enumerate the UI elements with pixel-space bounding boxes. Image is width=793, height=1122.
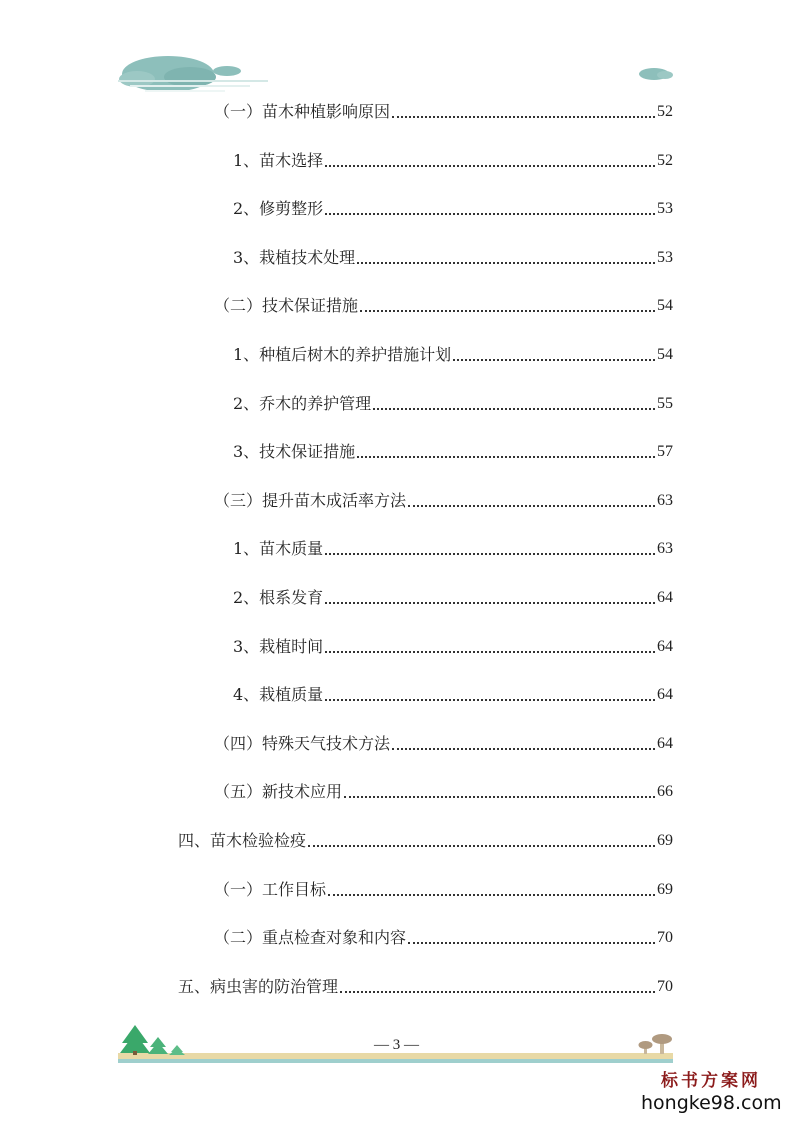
toc-entry-page: 55 <box>657 394 673 412</box>
toc-entry-label: （五）新技术应用 <box>214 782 343 802</box>
toc-entry-page: 66 <box>657 783 673 801</box>
toc-entry-label: （一）工作目标 <box>214 879 327 899</box>
toc-dot-leader <box>308 845 655 847</box>
toc-dot-leader <box>325 553 655 555</box>
toc-entry-page: 52 <box>657 103 673 120</box>
toc-dot-leader <box>392 748 655 750</box>
toc-entry-page: 54 <box>657 346 673 363</box>
toc-entry-page: 69 <box>657 832 673 849</box>
toc-dot-leader <box>357 456 655 458</box>
toc-entry-label: 3、技术保证措施 <box>233 442 356 462</box>
toc-entry-page: 54 <box>657 297 673 315</box>
toc-entry-label: 2、修剪整形 <box>233 199 324 219</box>
toc-entry-page: 64 <box>657 686 673 704</box>
toc-dot-leader <box>325 165 655 167</box>
toc-dot-leader <box>344 796 655 798</box>
toc-entry-label: 1、苗木质量 <box>233 539 324 559</box>
toc-entry-page: 64 <box>657 637 673 655</box>
toc-entry-page: 53 <box>657 200 673 218</box>
toc-entry-page: 57 <box>657 443 673 461</box>
toc-entry-label: （一）苗木种植影响原因 <box>214 102 391 121</box>
toc-entry-label: 五、病虫害的防治管理 <box>178 976 339 996</box>
toc-entry-page: 63 <box>657 491 673 509</box>
watermark-url: hongke98.com <box>641 1092 782 1114</box>
toc-entry <box>214 96 673 122</box>
toc-dot-leader <box>373 408 655 410</box>
toc-entry-label: 1、种植后树木的养护措施计划 <box>233 345 452 364</box>
toc-entry <box>214 728 673 754</box>
toc-entry-page: 53 <box>657 248 673 266</box>
toc-entry <box>233 193 673 219</box>
toc-entry-page: 69 <box>657 880 673 898</box>
toc-entry-label: （四）特殊天气技术方法 <box>214 733 391 753</box>
toc-entry <box>214 874 673 900</box>
toc-entry <box>214 922 673 948</box>
toc-entry <box>233 145 673 171</box>
toc-entry-page: 64 <box>657 589 673 606</box>
toc-entry <box>233 242 673 268</box>
toc-entry-label: 4、栽植质量 <box>233 685 324 705</box>
toc-dot-leader <box>360 310 655 312</box>
toc-entry <box>233 533 673 559</box>
toc-entry-label: （二）技术保证措施 <box>214 296 359 316</box>
toc-entry-label: （二）重点检查对象和内容 <box>214 928 407 948</box>
toc-entry <box>178 825 673 851</box>
toc-entry-label: 1、苗木选择 <box>233 150 324 170</box>
toc-entry-page: 63 <box>657 540 673 558</box>
toc-entry <box>233 436 673 462</box>
toc-entry <box>233 631 673 657</box>
toc-entry-label: 四、苗木检验检疫 <box>178 831 307 850</box>
watermark <box>641 1066 781 1114</box>
toc-dot-leader <box>408 942 655 944</box>
toc-dot-leader <box>325 213 655 215</box>
toc-entry-label: （三）提升苗木成活率方法 <box>214 490 407 510</box>
toc-dot-leader <box>325 602 655 604</box>
toc-entry <box>178 971 673 997</box>
toc-dot-leader <box>325 651 655 653</box>
toc-dot-leader <box>357 262 655 264</box>
toc-entry <box>233 679 673 705</box>
toc-entry-page: 64 <box>657 734 673 752</box>
toc-entry-label: 3、栽植技术处理 <box>233 247 356 267</box>
toc-entry-label: 3、栽植时间 <box>233 636 324 656</box>
toc-entry-page: 52 <box>657 151 673 169</box>
toc-entry <box>233 582 673 608</box>
toc-dot-leader <box>325 699 655 701</box>
toc-entry-page: 70 <box>657 977 673 995</box>
toc-entry <box>214 290 673 316</box>
toc-entry-page: 70 <box>657 929 673 947</box>
toc-entry <box>233 339 673 365</box>
toc-dot-leader <box>453 359 655 361</box>
toc-entry-label: 2、乔木的养护管理 <box>233 393 372 413</box>
toc-dot-leader <box>408 505 655 507</box>
toc-dot-leader <box>328 894 655 896</box>
toc-entry <box>214 485 673 511</box>
toc-dot-leader <box>392 116 655 118</box>
watermark-name: 标书方案网 <box>661 1071 761 1091</box>
toc-entry <box>233 388 673 414</box>
toc-dot-leader <box>340 991 655 993</box>
page-number: — 3 — <box>374 1037 419 1053</box>
toc-entry-label: 2、根系发育 <box>233 588 324 607</box>
toc-entry <box>214 776 673 802</box>
